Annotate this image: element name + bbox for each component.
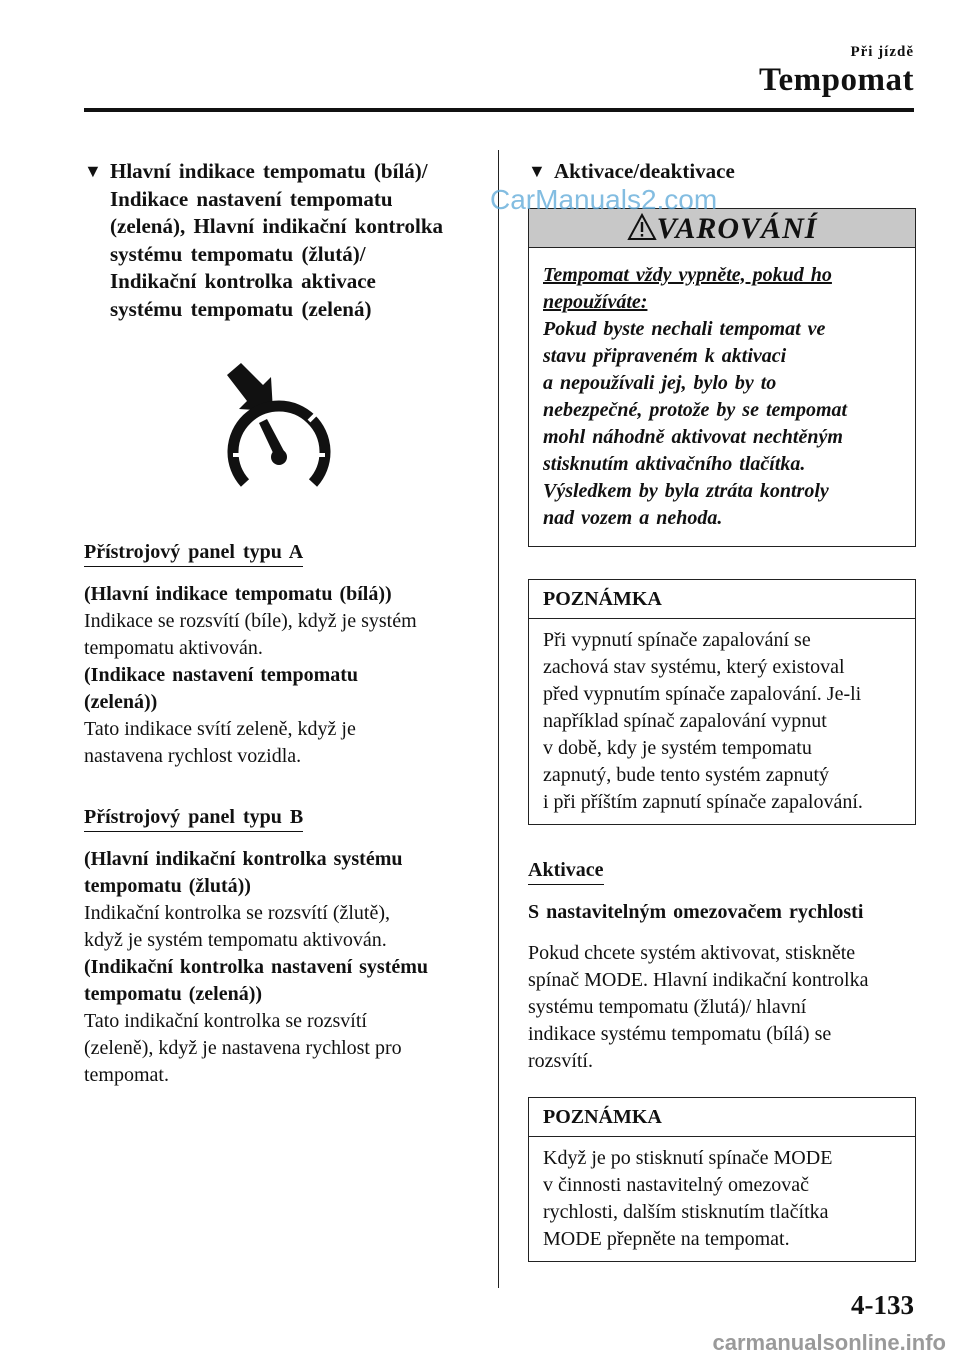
section-label: Při jízdě	[850, 44, 914, 60]
note-2-line: rychlosti, dalším stisknutím tlačítka	[543, 1200, 829, 1223]
note-2-line: Když je po stisknutí spínače MODE	[543, 1146, 833, 1169]
heading-line: systému tempomatu (zelená)	[110, 296, 372, 321]
triangle-bullet-icon: ▼	[84, 161, 102, 181]
warning-body	[529, 248, 915, 546]
panel-a-item2-line: nastavena rychlost vozidla.	[84, 745, 302, 767]
panel-a-item1-title: (Hlavní indikace tempomatu (bílá))	[84, 583, 392, 605]
panel-a-title: Přístrojový panel typu A	[84, 541, 303, 567]
activation-heading-text: Aktivace/deaktivace	[554, 159, 735, 183]
watermark-bottom: carmanualsonline.info	[712, 1330, 946, 1355]
activation-subtitle: S nastavitelným omezovačem rychlosti	[528, 900, 864, 923]
warning-box	[528, 208, 916, 547]
note-1-line: před vypnutím spínače zapalování. Je-li	[543, 682, 862, 705]
note-1-line: zapnutý, bude tento systém zapnutý	[543, 763, 830, 786]
warning-title: VAROVÁNÍ	[656, 211, 818, 245]
panel-b-item2-line: Tato indikační kontrolka se rozsvítí	[84, 1010, 367, 1032]
triangle-bullet-icon: ▼	[528, 161, 546, 181]
note-1-line: Při vypnutí spínače zapalování se	[543, 628, 811, 651]
panel-b-item1-line: Indikační kontrolka se rozsvítí (žlutě),	[84, 902, 391, 924]
heading-line: systému tempomatu (žlutá)/	[110, 241, 366, 266]
cruise-indication-heading	[84, 158, 474, 323]
page-title: Tempomat	[759, 62, 914, 98]
right-column	[528, 158, 916, 1262]
activation-line: systému tempomatu (žlutá)/ hlavní	[528, 995, 807, 1018]
note-2-title: POZNÁMKA	[529, 1098, 915, 1137]
warning-line: nad vozem a nehoda.	[543, 506, 723, 529]
panel-b-title: Přístrojový panel typu B	[84, 806, 303, 832]
panel-b-item2-line: tempomat.	[84, 1064, 169, 1086]
cruise-control-indicator-icon	[84, 359, 474, 519]
activation-line: Pokud chcete systém aktivovat, stiskněte	[528, 941, 856, 964]
warning-line: stisknutím aktivačního tlačítka.	[543, 452, 806, 475]
panel-b-item1-title: (Hlavní indikační kontrolka systému	[84, 848, 403, 870]
note-1-line: zachová stav systému, který existoval	[543, 655, 845, 678]
heading-line: Hlavní indikace tempomatu (bílá)/	[110, 159, 428, 183]
note-2-line: MODE přepněte na tempomat.	[543, 1227, 790, 1250]
note-1-body	[529, 619, 915, 824]
warning-line: nebezpečné, protože by se tempomat	[543, 398, 848, 421]
warning-triangle-icon	[627, 213, 657, 241]
column-divider	[498, 150, 499, 1288]
panel-a-item1-line: tempomatu aktivován.	[84, 637, 263, 659]
header-rule	[84, 108, 914, 112]
warning-line: Pokud byste nechali tempomat ve	[543, 317, 826, 340]
panel-b-item1-line: když je systém tempomatu aktivován.	[84, 929, 387, 951]
panel-a-item2-line: Tato indikace svítí zeleně, když je	[84, 718, 356, 740]
watermark-top: CarManuals2.com	[490, 184, 718, 215]
activation-line: rozsvítí.	[528, 1049, 593, 1072]
activation-line: indikace systému tempomatu (bílá) se	[528, 1022, 832, 1045]
page-number: 4-133	[851, 1290, 914, 1320]
note-2-line: v činnosti nastavitelný omezovač	[543, 1173, 810, 1196]
activation-line: spínač MODE. Hlavní indikační kontrolka	[528, 968, 869, 991]
heading-line: (zelená), Hlavní indikační kontrolka	[110, 214, 443, 238]
panel-b-item2-title: (Indikační kontrolka nastavení systému	[84, 956, 429, 978]
panel-b-item2-line: (zeleně), když je nastavena rychlost pro	[84, 1037, 402, 1059]
note-box-2	[528, 1097, 916, 1262]
note-1-title: POZNÁMKA	[529, 580, 915, 619]
warning-line: mohl náhodně aktivovat nechtěným	[543, 425, 843, 448]
panel-a-item1-line: Indikace se rozsvítí (bíle), když je systém	[84, 610, 417, 632]
note-1-line: i při příštím zapnutí spínače zapalování.	[543, 790, 863, 813]
heading-line: Indikační kontrolka aktivace	[110, 269, 376, 293]
warning-underlined-line: Tempomat vždy vypněte, pokud ho	[543, 263, 832, 286]
panel-a-item2-title: (zelená))	[84, 691, 158, 713]
left-column	[84, 158, 474, 1089]
activation-heading	[528, 158, 916, 186]
note-box-1	[528, 579, 916, 825]
warning-line: Výsledkem by byla ztráta kontroly	[543, 479, 829, 502]
panel-b-item2-title: tempomatu (zelená))	[84, 983, 263, 1005]
note-2-body	[529, 1137, 915, 1261]
warning-underlined-line: nepoužíváte:	[543, 290, 648, 313]
warning-line: stavu připraveném k aktivaci	[543, 344, 787, 367]
activation-title: Aktivace	[528, 859, 604, 885]
note-1-line: v době, kdy je systém tempomatu	[543, 736, 812, 759]
heading-line: Indikace nastavení tempomatu	[110, 186, 393, 211]
note-1-line: například spínač zapalování vypnut	[543, 709, 827, 732]
warning-line: a nepoužívali jej, bylo by to	[543, 371, 777, 394]
panel-b-item1-title: tempomatu (žlutá))	[84, 875, 251, 897]
panel-a-item2-title: (Indikace nastavení tempomatu	[84, 664, 359, 686]
